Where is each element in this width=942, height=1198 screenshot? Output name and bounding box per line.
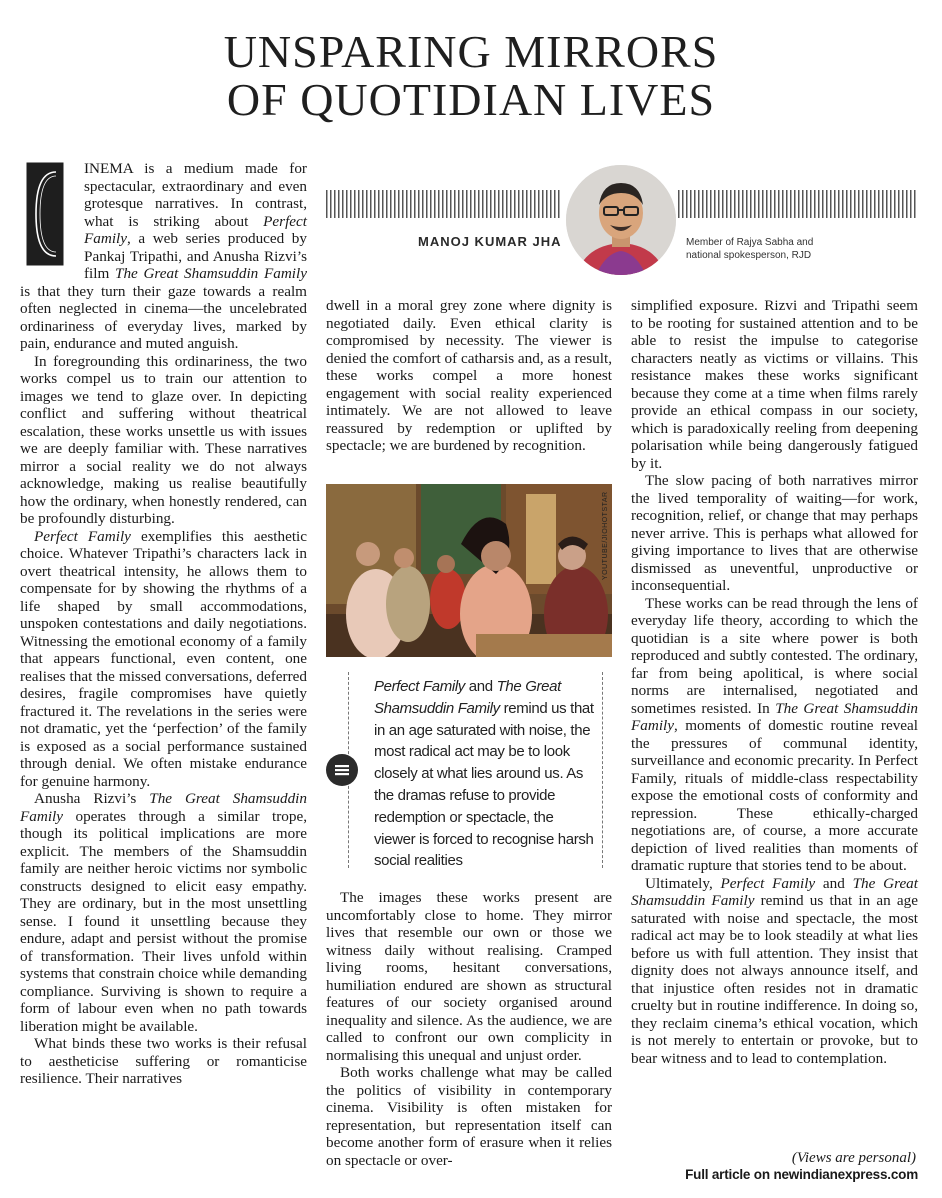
paragraph-11: These works can be read through the lens of everyday life theory, according to which the quotidian is a site where power is both reproduced and subtly contested. The ordinary, far from being apolitical, is where social norms are internalised, negotiated and sometimes resisted. In The Great Shamsuddin Family, moments of domestic routine reveal the pressures of communal identity, surveillance and economic precarity. In Perfect Family, rituals of middle-class respectability expose the emotional costs of conformity and repression. These ethically-charged negotiations are, of course, a more accurate depiction of lived realities than moments of dramatic rupture that stories tend to be about.	[631, 594, 919, 874]
column-2-top	[326, 297, 612, 455]
paragraph-4: Anusha Rizvi’s The Great Shamsuddin Family operates through a similar trope, though its political implications are more explicit. The members of the Shamsuddin family are neither heroic victims nor symbolic constructs designed to elicit easy empathy. They are ordinary, but in the most unsettling sense. I found it unsettling because they endure, adapt and persist without the promise of transformation. Their lives unfold within systems that constrain choice while demanding compliance. Surviving is shown to require a form of labour even when no path towards liberation might be available.	[20, 790, 307, 1035]
paragraph-6: dwell in a moral grey zone where dignity is negotiated daily. Even ethical clarity is compromised by necessity. The viewer is denied the comfort of catharsis and, as a result, these works compel a more honest engagement with social reality experienced intimately. We are not allowed to leave reassured by redemption or uplifted by spectacle; we are burdened by recognition.	[326, 297, 612, 454]
column-3	[631, 297, 918, 1067]
paragraph-7: The images these works present are uncomfortably close to home. They mirror lives that resemble our own or those we witness daily without realising. Cramped living rooms, hesitant conversations, humiliation endured are shown as structural features of our society organised around inequality and silence. As the audience, we are called to confront our own complicity in normalising this unequal and unjust order.	[326, 889, 612, 1064]
pull-quote-text: Perfect Family and The Great Shamsuddin Family remind us that in an age saturated with noise, the most radical act may be to look closely at what lies around us. As the dramas refuse to provide redemption or spectacle, the viewer is forced to recognise harsh social realities	[374, 678, 594, 870]
hatch-rule-left	[326, 190, 562, 218]
headline-line-1: UNSPARING MIRRORS	[223, 26, 719, 77]
title-great-shamsuddin-family: The Great Shamsuddin Family	[115, 265, 307, 282]
author-role-line-2: national spokesperson, RJD	[686, 250, 812, 261]
paragraph-8: Both works challenge what may be called the politics of visibility in contemporary cinema. Visibility is often mistaken for representation, but representation itself can become another form of erasure when it relies on spectacle or over-	[326, 1064, 612, 1169]
quote-rule-right	[602, 672, 604, 868]
author-avatar	[566, 165, 676, 275]
paragraph-10: The slow pacing of both narratives mirror the lived temporality of waiting—for work, recognition, relief, or change that may perhaps never arrive. This is perhaps what allowed for giving importance to lives that are otherwise dismissed as uneventful, unproductive or inconsequential.	[631, 472, 918, 594]
title-perfect-family: Perfect Family	[84, 212, 307, 247]
drop-cap-c	[20, 160, 70, 266]
paragraph-3: Perfect Family exemplifies this aesthetic choice. Whatever Tripathi’s characters lack in overt theatrical intensity, he allows them to compensate for by showing the rhythms of a life shaped by small accommodations, unspoken contestations and daily negotiations. Witnessing the emotional economy of a family that appears functional, even content, one realises that the missed conversations, deferred desires, fragile compromises have quietly fractured it. The revelations in the series were not dramatic, yet the ‘perfection’ of the family is exposed as a social performance sustained through denial. We often mistake endurance for genuine harmony.	[20, 527, 307, 790]
pull-quote	[336, 672, 606, 868]
headline-line-2: OF QUOTIDIAN LIVES	[226, 74, 716, 125]
paragraph-5: What binds these two works is their refusal to aestheticise suffering or romanticise resilience. Their narratives	[20, 1035, 307, 1087]
author-role	[686, 236, 856, 262]
column-2-bottom	[326, 889, 612, 1169]
paragraph-1: INEMA is a medium made for spectacular, extraordinary and even grotesque narratives. In contrast, what is striking about Perfect Family, a web series produced by Pankaj Tripathi, and Anusha Rizvi’s film The Great Shamsuddin Family is that they turn their gaze towards a realm often neglected in cinema—the uncelebrated ordinariness of everyday lives, marked by pain, endurance and muted anguish.	[20, 160, 307, 352]
author-name: MANOJ KUMAR JHA	[418, 234, 562, 249]
disclaimer: (Views are personal)	[791, 1150, 916, 1166]
author-portrait-icon	[566, 165, 676, 275]
still-photo	[326, 484, 612, 657]
full-article-link[interactable]: Full article on newindianexpress.com	[685, 1167, 918, 1182]
paragraph-9: simplified exposure. Rizvi and Tripathi seem to be rooting for sustained attention and to be able to resist the impulse to categorise characters neatly as victims or villains. This resistance makes these works significant because they come at a time when films rarely provide an ethical compass in our society, which is paradoxically reeling from deepening polarisation while being dangerously fatigued by it.	[631, 297, 918, 472]
quote-bubble-icon	[326, 754, 358, 786]
paragraph-2: In foregrounding this ordinariness, the two works compel us to train our attention to images we tend to glaze over. In depicting conflict and suffering without theatrical escalation, these works unsettle us with issues we are deeply familiar with. These narratives mirror a social reality we do not always acknowledge, making us realise beautifully how the ordinary, when honestly rendered, can be profoundly disturbing.	[20, 352, 307, 527]
family-scene-image	[326, 484, 612, 657]
author-role-line-1: Member of Rajya Sabha and	[686, 237, 814, 248]
headline	[0, 28, 942, 124]
paragraph-12: Ultimately, Perfect Family and The Great Shamsuddin Family remind us that in an age saturated with noise and spectacle, the most radical act may be to look steadily at what lies before us with full attention. They insist that dignity does not always announce itself, and that injustice often resides not in dramatic cruelty but in routine indifference. In doing so, they reclaim cinema’s ethical vocation, which is not merely to entertain or provoke, but to bear witness and to lead to contemplation.	[631, 874, 918, 1067]
hatch-rule-right	[678, 190, 918, 218]
column-1	[20, 160, 307, 1088]
photo-credit: YOUTUBE/JIOHOTSTAR	[602, 491, 609, 580]
